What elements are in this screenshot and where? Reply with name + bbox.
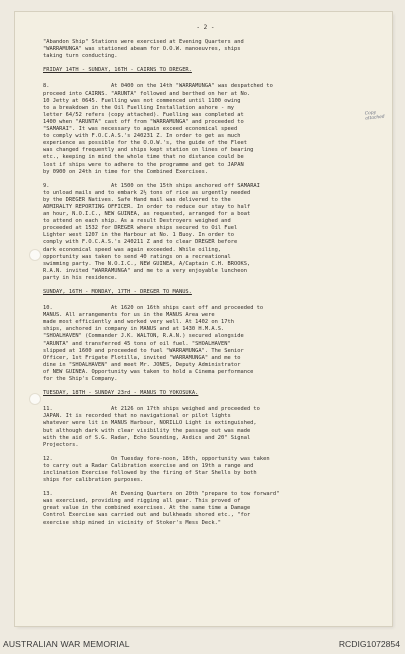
text-line: ships, anchored in company in MANUS and at 1430 H.M.A.S. [43, 326, 225, 333]
numbered-paragraph [43, 183, 368, 282]
text-line: 1400 when "ARUNTA" cast off from "WARRAMUNGA" and proceeded to [43, 118, 244, 125]
text-line: great value in the combined exercises. At the same time a Damage [43, 505, 251, 512]
text-line: MANUS. All arrangements for us in the MANUS Area were [43, 312, 215, 319]
text-line: lost if ships were to adhere to the programme and get to JAPAN [43, 161, 244, 168]
text-line [43, 83, 368, 90]
punch-hole-top [29, 249, 41, 261]
section-heading: TUESDAY, 18TH - SUNDAY 23rd - MANUS TO YOKOSUKA. [43, 390, 199, 397]
section-heading: SUNDAY, 16TH - MONDAY, 17TH - DREGER TO MANUS. [43, 289, 192, 295]
text-line: R.A.N. invited "WARRAMUNGA" and me to a very enjoyable luncheon [43, 267, 247, 274]
text-line: JAPAN. It is recorded that no navigational or pilot lights [43, 413, 231, 420]
footer-id: RCDIG1072854 [338, 639, 400, 649]
text-line: to unload mails and to embark 2½ tons of rice as urgently needed [43, 189, 251, 196]
paragraph-number: 11. [43, 406, 53, 413]
text-line: by the DREGER Natives. Safe Hand mail was delivered to the [43, 196, 231, 203]
text-line: to a breakdown in the Oil Fuelling Installation ashore - my [43, 104, 234, 111]
text-line: to carry out a Radar Calibration exercise and on 19th a range and [43, 462, 254, 469]
text-line: swimming party. The N.O.I.C., NEW GUINEA, A/Captain C.H. BROOKS, [43, 260, 251, 267]
numbered-paragraph [43, 305, 368, 383]
line-text: On Tuesday fore-noon, 18th, opportunity was taken [111, 455, 270, 462]
text-line: but although dark with clear visibility the passage out was made [43, 427, 251, 434]
page-number: - 2 - [196, 24, 215, 31]
section-heading: FRIDAY 14TH - SUNDAY, 16TH - CAIRNS TO DREGER. [43, 67, 192, 74]
paragraph-number: 10. [43, 305, 53, 312]
text-line: "SHOALHAVEN" (Commander J.K. WALTON, R.A.N.) secured alongside [43, 333, 244, 340]
text-line: proceed into CAIRNS. "ARUNTA" followed and berthed on her at No. [43, 90, 251, 97]
text-line: "WARRAMUNGA" was stationed abeam for O.O.W. manoeuvres, ships [43, 46, 241, 53]
numbered-paragraph [43, 83, 368, 175]
text-line: of NEW GUINEA. Opportunity was taken to hold a Cinema performance [43, 368, 254, 375]
text-line: exercise ship mined in vicinity of Stoker's Mess Deck." [43, 519, 222, 526]
text-line: slipped at 1600 and proceeded to fuel "WARRAMUNGA". The Senior [43, 347, 244, 354]
footer-source: AUSTRALIAN WAR MEMORIAL [3, 639, 130, 649]
text-line: dark economical speed was again exceeded. While oiling, [43, 246, 222, 253]
text-line: with the aid of S.G. Radar, Echo Sounding, Asdics and 20" Signal [43, 434, 251, 441]
text-line: "ARUNTA" and transferred 45 tons of oil fuel. "SHOALHAVEN" [43, 340, 231, 347]
text-line: Lighter west 1207 in the Harbour at No. 1 Buoy. In order to [43, 232, 234, 239]
text-line: letter 64/52 refers (copy attached). Fuelling was completed at [43, 111, 244, 118]
text-line: ships for calibration purposes. [43, 477, 144, 484]
paragraph-number: 13. [43, 491, 53, 498]
line-text: At 1500 on the 15th ships anchored off SAMARAI [111, 182, 260, 189]
text-line: dine in "SHOALHAVEN" and meet Mr. JONES, Deputy Administrator [43, 361, 241, 368]
numbered-paragraph [43, 456, 368, 484]
text-line: "SAMARAI". It was necessary to again exceed economical speed [43, 126, 238, 133]
text-line: "Abandon Ship" Stations were exercised at Evening Quarters and [43, 39, 244, 46]
text-line [43, 305, 368, 312]
text-line: an hour, N.O.I.C., NEW GUINEA, as requested, arranged for a boat [43, 211, 251, 218]
text-line: taking turn conducting. [43, 53, 118, 60]
text-line: to attend on each ship. As a result Destroyers weighed and [43, 218, 231, 225]
intro-paragraph [43, 39, 368, 60]
text-line [43, 406, 368, 413]
line-text: At 0400 on the 14th "WARRAMUNGA" was despatched to [111, 83, 273, 90]
text-line: party in his residence. [43, 274, 118, 281]
text-line: Control Exercise was carried out and bulkheads shored etc., "for [43, 512, 251, 519]
text-line: proceeded at 1532 for DREGER where ships secured to Oil Fuel [43, 225, 238, 232]
text-line: whatever were lit in MANUS Harbour, NORILLO Light is extinguished, [43, 420, 257, 427]
text-line: was changed frequently and ships kept station on lines of bearing [43, 147, 254, 154]
punch-hole-bottom [29, 393, 41, 405]
text-line: inclination Exercise followed by the firing of Star Shells by both [43, 469, 257, 476]
sections [43, 67, 368, 526]
line-text: At 2126 on 17th ships weighed and proceeded to [111, 406, 260, 413]
text-line: by 0900 on 24th in time for the Combined Exercises. [43, 168, 209, 175]
text-line: opportunity was taken to send 40 ratings on a recreational [43, 253, 231, 260]
text-line: made most efficiently and worked very well. At 1402 on 17th [43, 319, 234, 326]
paragraph-number: 12. [43, 455, 53, 462]
text-line: Officer, 1st Frigate Flotilla, invited "WARRAMUNGA" and me to [43, 354, 241, 361]
numbered-paragraph [43, 406, 368, 449]
text-line: 10 Jetty at 0645. Fuelling was not commenced until 1100 owing [43, 97, 241, 104]
text-line: was exercised, providing and rigging all gear. This proved of [43, 498, 241, 505]
text-line: to comply with F.O.C.A.S.'s 240231 Z. In order to get as much [43, 133, 241, 140]
text-line: experience as possible for the O.O.W.'s, the guide of the Fleet [43, 140, 247, 147]
text-line [43, 491, 368, 498]
text-line: etc., keeping in mind the whole time that no distance could be [43, 154, 244, 161]
text-line: ADMIRALTY REPORTING OFFICER. In order to reduce our stay to half [43, 203, 251, 210]
margin-note: Copy attached [364, 110, 385, 122]
text-line: Projectors. [43, 441, 79, 448]
footer [0, 635, 405, 654]
paragraph-number: 8. [43, 83, 50, 90]
text-line [43, 456, 368, 463]
typed-text [43, 24, 368, 534]
line-text: At Evening Quarters on 20th "prepare to tow forward" [111, 491, 280, 498]
text-line: for the Ship's Company. [43, 376, 118, 383]
numbered-paragraph [43, 491, 368, 526]
paragraph-number: 9. [43, 182, 50, 189]
text-line: comply with F.O.C.A.S.'s 240211 Z and to clear DREGER before [43, 239, 238, 246]
line-text: At 1620 on 16th ships cast off and proceeded to [111, 305, 264, 312]
text-line [43, 183, 368, 190]
